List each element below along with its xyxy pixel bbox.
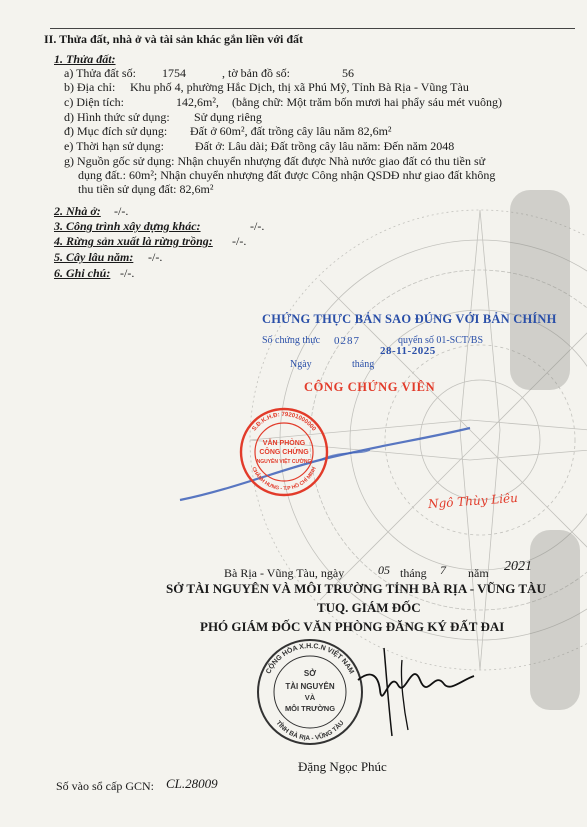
usage-form-value: Sử dụng riêng xyxy=(194,110,262,124)
area-label: c) Diện tích: xyxy=(64,95,124,109)
map-sheet-value: 56 xyxy=(342,66,354,80)
trees-value: -/-. xyxy=(148,250,163,264)
certification-month-label: tháng xyxy=(352,359,375,370)
address-label: b) Địa chỉ: xyxy=(64,80,116,94)
tuq-director: TUQ. GIÁM ĐỐC xyxy=(317,600,421,615)
issuing-authority: SỞ TÀI NGUYÊN VÀ MÔI TRƯỜNG TỈNH BÀ RỊA - VŨNG TÀU xyxy=(166,581,546,596)
issuance-year: 2021 xyxy=(504,559,532,574)
house-label: 2. Nhà ở: xyxy=(54,204,101,218)
notary-label: CÔNG CHỨNG VIÊN xyxy=(304,380,436,394)
certification-day-label: Ngày xyxy=(290,359,312,370)
forest-value: -/-. xyxy=(232,234,247,248)
construction-value: -/-. xyxy=(250,219,265,233)
page-border-top xyxy=(50,28,575,29)
official-seal-line3: VÀ xyxy=(304,693,316,702)
issuance-month-label: tháng xyxy=(400,566,427,580)
issuance-place-date: Bà Rịa - Vũng Tàu, ngày xyxy=(224,566,345,580)
registry-value: CL.28009 xyxy=(166,776,218,791)
certification-book: quyển số 01-SCT/BS xyxy=(398,335,484,346)
parcel-number-value: 1754 xyxy=(162,66,186,80)
official-seal-line1: SỞ xyxy=(303,669,317,678)
origin-line-3: thu tiền sử dụng đất: 82,6m² xyxy=(78,182,214,196)
deputy-director: PHÓ GIÁM ĐỐC VĂN PHÒNG ĐĂNG KÝ ĐẤT ĐAI xyxy=(200,619,505,634)
director-signature xyxy=(350,640,480,750)
notary-seal-line3: NGUYỄN VIỆT CƯỜNG xyxy=(256,459,312,465)
forest-label: 4. Rừng sản xuất là rừng trồng: xyxy=(54,234,213,248)
notary-seal-ring-top: S.Đ.K.H.Đ: 79201000000 xyxy=(251,411,317,433)
usage-purpose-label: đ) Mục đích sử dụng: xyxy=(64,124,168,138)
usage-purpose-value: Đất ở 60m², đất trồng cây lâu năm 82,6m² xyxy=(190,124,392,138)
construction-label: 3. Công trình xây dựng khác: xyxy=(54,219,201,233)
official-seal-line4: MÔI TRƯỜNG xyxy=(284,704,336,713)
issuance-month: 7 xyxy=(440,563,446,577)
section-title: II. Thửa đất, nhà ở và tài sản khác gắn liền với đất xyxy=(44,32,304,46)
certification-date-value: 28-11-2025 xyxy=(380,345,436,357)
certification-title: CHỨNG THỰC BẢN SAO ĐÚNG VỚI BẢN CHÍNH xyxy=(262,312,557,326)
usage-form-label: d) Hình thức sử dụng: xyxy=(64,110,170,124)
official-seal-ring-bottom: TỈNH BÀ RỊA - VŨNG TÀU xyxy=(274,719,346,743)
certification-number-label: Số chứng thực xyxy=(262,335,321,346)
official-seal-ring-top: CỘNG HÒA X.H.C.N VIỆT NAM xyxy=(265,642,355,676)
area-words: (bằng chữ: Một trăm bốn mươi hai phẩy sáu mét vuông) xyxy=(232,95,502,109)
house-value: -/-. xyxy=(114,204,129,218)
usage-term-value: Đất ở: Lâu dài; Đất trồng cây lâu năm: Đến năm 2048 xyxy=(195,139,455,153)
issuance-day: 05 xyxy=(378,563,390,577)
origin-line-2: dụng đất.: 60m²; Nhận chuyển nhượng đất được Công nhận QSDĐ như giao đất không xyxy=(78,168,496,182)
origin-line-1: g) Nguồn gốc sử dụng: Nhận chuyển nhượng đất được Nhà nước giao đất có thu tiền sử xyxy=(64,154,486,168)
notary-seal-line2: CÔNG CHỨNG xyxy=(259,449,309,456)
notary-seal-title: VĂN PHÒNG xyxy=(262,440,306,447)
area-value: 142,6m², xyxy=(176,95,219,109)
map-sheet-label: , tờ bản đồ số: xyxy=(222,66,291,80)
notary-seal-ring-bottom: CHÂNH HƯNG - T.P HỒ CHÍ MINH xyxy=(250,466,318,493)
notary-seal xyxy=(238,406,330,498)
certification-number-value: 0287 xyxy=(334,335,360,347)
parcel-number-label: a) Thửa đất số: xyxy=(64,66,136,80)
official-seal-line2: TÀI NGUYÊN xyxy=(285,682,335,691)
notary-signature: Ngô Thùy Liêu xyxy=(427,490,519,512)
land-heading: 1. Thửa đất: xyxy=(54,52,116,66)
usage-term-label: e) Thời hạn sử dụng: xyxy=(64,139,164,153)
note-value: -/-. xyxy=(120,266,135,280)
signer-name: Đặng Ngọc Phúc xyxy=(298,759,387,774)
registry-label: Số vào sổ cấp GCN: xyxy=(56,779,154,793)
issuance-year-label: năm xyxy=(468,566,489,580)
note-label: 6. Ghi chú: xyxy=(54,266,111,280)
address-value: Khu phố 4, phường Hắc Dịch, thị xã Phú Mỹ, Tỉnh Bà Rịa - Vũng Tàu xyxy=(130,80,469,94)
trees-label: 5. Cây lâu năm: xyxy=(54,250,134,264)
